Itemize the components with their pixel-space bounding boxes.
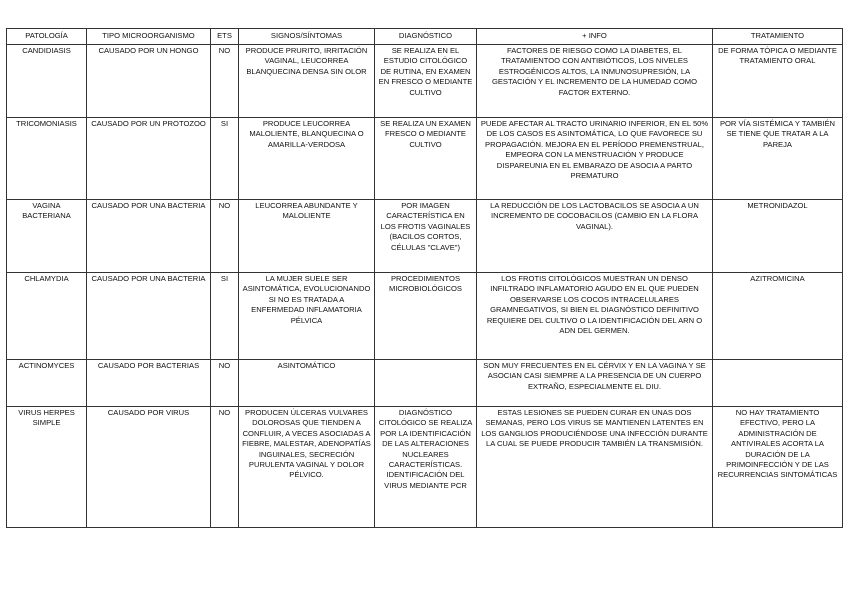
cell-info: SON MUY FRECUENTES EN EL CÉRVIX Y EN LA VAGINA Y SE ASOCIAN CASI SIEMPRE A LA PRESENCIA DE UN CUERPO EXTRAÑO, ESPECIALMENTE EL DIU. [477, 360, 713, 407]
header-tratamiento: TRATAMIENTO [713, 29, 843, 45]
cell-tipo: CAUSADO POR BACTERIAS [87, 360, 211, 407]
cell-patologia: CHLAMYDIA [7, 273, 87, 360]
header-ets: ETS [211, 29, 239, 45]
cell-tipo: CAUSADO POR VIRUS [87, 407, 211, 528]
cell-ets: NO [211, 200, 239, 273]
cell-tratamiento: DE FORMA TÓPICA O MEDIANTE TRATAMIENTO ORAL [713, 45, 843, 118]
cell-tipo: CAUSADO POR UN PROTOZOO [87, 118, 211, 200]
cell-diagnostico: SE REALIZA UN EXAMEN FRESCO O MEDIANTE CULTIVO [375, 118, 477, 200]
cell-signos: ASINTOMÁTICO [239, 360, 375, 407]
cell-tratamiento: AZITROMICINA [713, 273, 843, 360]
pathology-table [6, 28, 843, 528]
header-tipo-microorganismo: TIPO MICROORGANISMO [87, 29, 211, 45]
table-row [7, 273, 843, 360]
cell-tipo: CAUSADO POR UN HONGO [87, 45, 211, 118]
cell-diagnostico: PROCEDIMIENTOS MICROBIOLÓGICOS [375, 273, 477, 360]
cell-patologia: CANDIDIASIS [7, 45, 87, 118]
cell-patologia: VAGINA BACTERIANA [7, 200, 87, 273]
cell-tratamiento: POR VÍA SISTÉMICA Y TAMBIÉN SE TIENE QUE TRATAR A LA PAREJA [713, 118, 843, 200]
cell-patologia: ACTINOMYCES [7, 360, 87, 407]
cell-ets: NO [211, 45, 239, 118]
table-row [7, 200, 843, 273]
cell-ets: SI [211, 118, 239, 200]
cell-diagnostico [375, 360, 477, 407]
cell-signos: PRODUCE LEUCORREA MALOLIENTE, BLANQUECINA O AMARILLA-VERDOSA [239, 118, 375, 200]
cell-info: FACTORES DE RIESGO COMO LA DIABETES, EL TRATAMIENTOO CON ANTIBIÓTICOS, LOS NIVELES ESTROGÉNICOS ALTOS, LA INMUNOSUPRESIÓN, LA GESTACIÓN Y EL INCREMENTO DE LA HUMEDAD COMO FACTOR EXTERNO. [477, 45, 713, 118]
cell-info: LOS FROTIS CITOLÓGICOS MUESTRAN UN DENSO INFILTRADO INFLAMATORIO AGUDO EN EL QUE PUEDEN OBSERVARSE LOS COCOS INTRACELULARES GRAMNEGATIVOS, SI BIEN EL DIAGNÓSTICO DEFINITIVO REQUIERE DEL CULTIVO O LA IDENTIFICACIÓN DEL ARN O ADN DEL GERMEN. [477, 273, 713, 360]
header-info: + INFO [477, 29, 713, 45]
table-row [7, 45, 843, 118]
cell-signos: LEUCORREA ABUNDANTE Y MALOLIENTE [239, 200, 375, 273]
table-header-row [7, 29, 843, 45]
cell-diagnostico: DIAGNÓSTICO CITOLÓGICO SE REALIZA POR LA IDENTIFICACIÓN DE LAS ALTERACIONES NUCLEARES CARACTERÍSTICAS. IDENTIFICACIÓN DEL VIRUS MEDIANTE PCR [375, 407, 477, 528]
cell-ets: SI [211, 273, 239, 360]
cell-tratamiento [713, 360, 843, 407]
cell-tratamiento: METRONIDAZOL [713, 200, 843, 273]
cell-ets: NO [211, 360, 239, 407]
cell-tipo: CAUSADO POR UNA BACTERIA [87, 273, 211, 360]
cell-info: LA REDUCCIÓN DE LOS LACTOBACILOS SE ASOCIA A UN INCREMENTO DE COCOBACILOS (CAMBIO EN LA FLORA VAGINAL). [477, 200, 713, 273]
table-row [7, 118, 843, 200]
cell-info: ESTAS LESIONES SE PUEDEN CURAR EN UNAS DOS SEMANAS, PERO LOS VIRUS SE MANTIENEN LATENTES EN LOS GANGLIOS PRODUCIÉNDOSE UNA INFECCIÓN DURANTE LA CUAL SE PUEDE PRODUCIR TAMBIÉN LA TRANSMISIÓN. [477, 407, 713, 528]
cell-diagnostico: SE REALIZA EN EL ESTUDIO CITOLÓGICO DE RUTINA, EN EXAMEN EN FRESCO O MEDIANTE CULTIVO [375, 45, 477, 118]
cell-info: PUEDE AFECTAR AL TRACTO URINARIO INFERIOR, EN EL 50% DE LOS CASOS ES ASINTOMÁTICA, LO QUE FAVORECE SU PROPAGACIÓN. MEJORA EN EL PERÍODO PREMENSTRUAL, EMPEORA CON LA MENSTRUACIÓN Y PRODUCE DISPAREUNIA EN EL EMBARAZO DE ASOCIA A PARTO PREMATURO [477, 118, 713, 200]
cell-diagnostico: POR IMAGEN CARACTERÍSTICA EN LOS FROTIS VAGINALES (BACILOS CORTOS, CÉLULAS "CLAVE") [375, 200, 477, 273]
header-patologia: PATOLOGÍA [7, 29, 87, 45]
table-row [7, 360, 843, 407]
cell-tratamiento: NO HAY TRATAMIENTO EFECTIVO, PERO LA ADMINISTRACIÓN DE ANTIVIRALES ACORTA LA DURACIÓN DE LA PRIMOINFECCIÓN Y DE LAS RECURRENCIAS SINTOMÁTICAS [713, 407, 843, 528]
cell-signos: PRODUCEN ÚLCERAS VULVARES DOLOROSAS QUE TIENDEN A CONFLUIR, A VECES ASOCIADAS A FIEBRE, MALESTAR, ADENOPATÍAS INGUINALES, SECRECIÓN PURULENTA VAGINAL Y DOLOR PÉLVICO. [239, 407, 375, 528]
cell-ets: NO [211, 407, 239, 528]
cell-patologia: VIRUS HERPES SIMPLE [7, 407, 87, 528]
cell-tipo: CAUSADO POR UNA BACTERIA [87, 200, 211, 273]
cell-patologia: TRICOMONIASIS [7, 118, 87, 200]
cell-signos: LA MUJER SUELE SER ASINTOMÁTICA, EVOLUCIONANDO SI NO ES TRATADA A ENFERMEDAD INFLAMATORIA PÉLVICA [239, 273, 375, 360]
header-signos-sintomas: SIGNOS/SÍNTOMAS [239, 29, 375, 45]
cell-signos: PRODUCE PRURITO, IRRITACIÓN VAGINAL, LEUCORREA BLANQUECINA DENSA SIN OLOR [239, 45, 375, 118]
header-diagnostico: DIAGNÓSTICO [375, 29, 477, 45]
table-row [7, 407, 843, 528]
